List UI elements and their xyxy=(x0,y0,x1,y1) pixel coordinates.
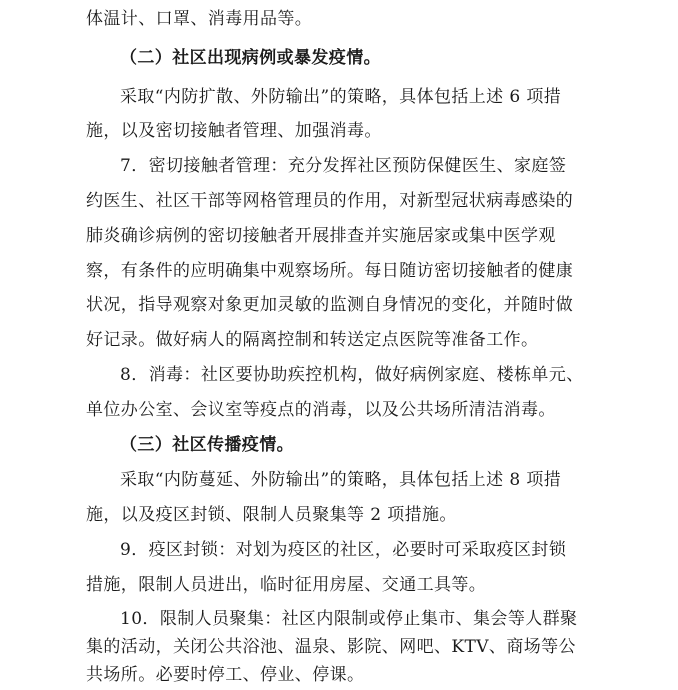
text-line: 7．密切接触者管理：充分发挥社区预防保健医生、家庭签 xyxy=(120,156,567,176)
text-line: 共场所。必要时停工、停业、停课。 xyxy=(86,665,365,685)
text-line: 9．疫区封锁：对划为疫区的社区，必要时可采取疫区封锁 xyxy=(120,540,567,560)
section-heading: （二）社区出现病例或暴发疫情。 xyxy=(120,48,381,68)
text-line: 察，有条件的应明确集中观察场所。每日随访密切接触者的健康 xyxy=(86,261,574,281)
text-line: 采取“内防扩散、外防输出”的策略，具体包括上述 6 项措 xyxy=(120,87,562,107)
text-line: 体温计、口罩、消毒用品等。 xyxy=(86,9,313,29)
text-line: 采取“内防蔓延、外防输出”的策略，具体包括上述 8 项措 xyxy=(120,470,562,490)
text-line: 单位办公室、会议室等疫点的消毒，以及公共场所清洁消毒。 xyxy=(86,400,556,420)
text-line: 约医生、社区干部等网格管理员的作用，对新型冠状病毒感染的 xyxy=(86,191,574,211)
section-heading: （三）社区传播疫情。 xyxy=(120,435,294,455)
text-line: 措施，限制人员进出，临时征用房屋、交通工具等。 xyxy=(86,575,487,595)
text-line: 10．限制人员聚集：社区内限制或停止集市、集会等人群聚 xyxy=(120,609,578,629)
text-line: 施，以及密切接触者管理、加强消毒。 xyxy=(86,121,382,141)
text-line: 8．消毒：社区要协助疾控机构，做好病例家庭、楼栋单元、 xyxy=(120,365,584,385)
text-line: 施，以及疫区封锁、限制人员聚集等 2 项措施。 xyxy=(86,505,457,525)
text-line: 肺炎确诊病例的密切接触者开展排查并实施居家或集中医学观 xyxy=(86,226,556,246)
text-line: 状况，指导观察对象更加灵敏的监测自身情况的变化，并随时做 xyxy=(86,295,574,315)
text-line: 集的活动，关闭公共浴池、温泉、影院、网吧、KTV、商场等公 xyxy=(86,637,576,657)
text-line: 好记录。做好病人的隔离控制和转送定点医院等准备工作。 xyxy=(86,330,539,350)
